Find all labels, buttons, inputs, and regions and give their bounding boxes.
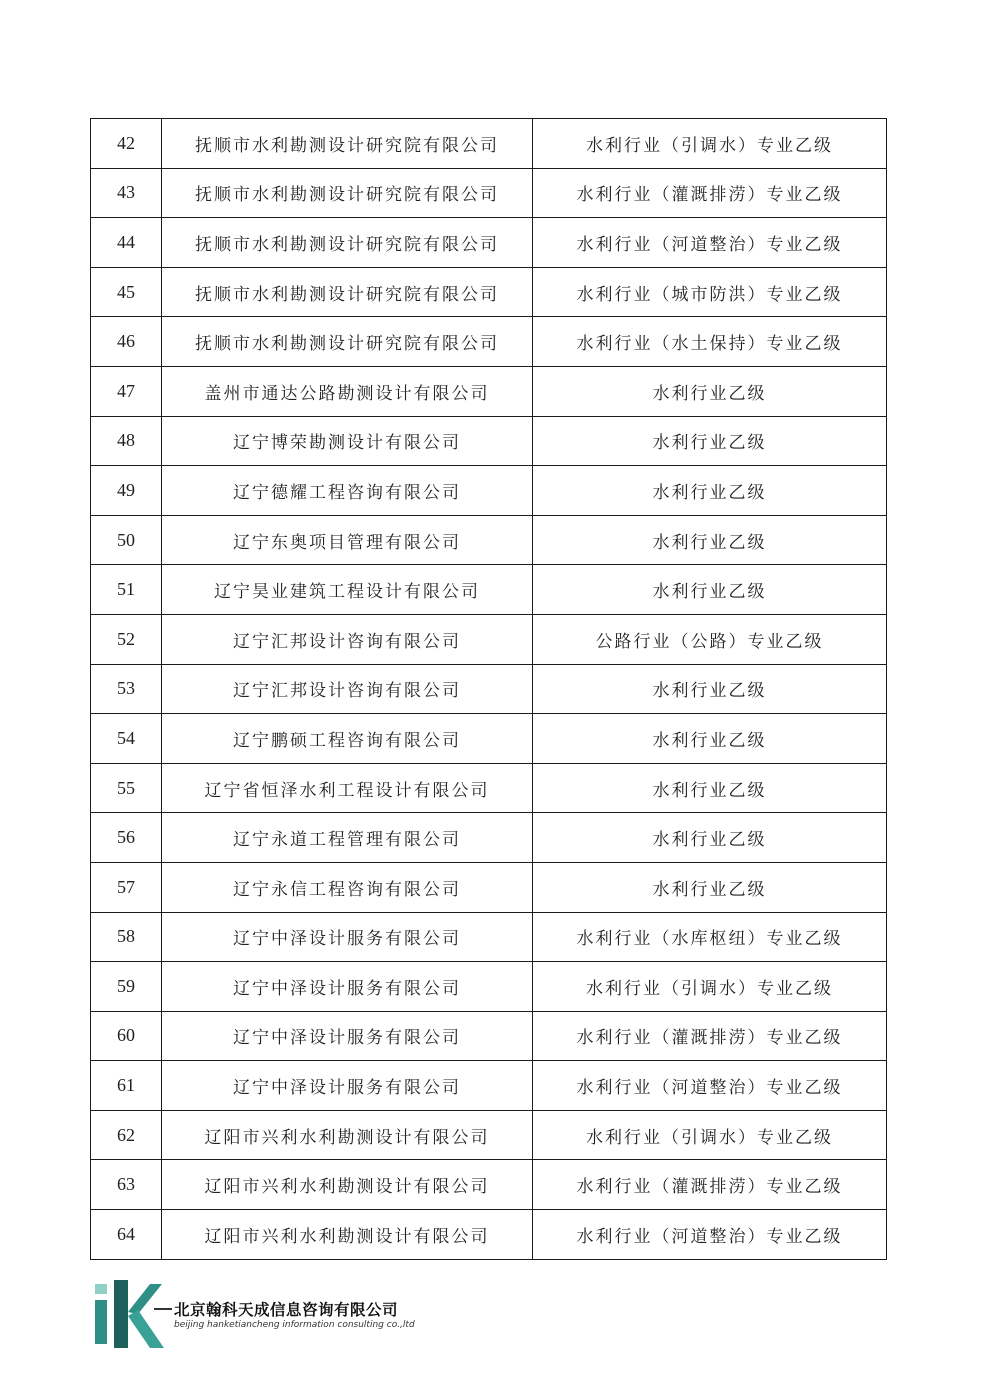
table-row: [91, 466, 887, 516]
qualification-level: 水利行业（灌溉排涝）专业乙级: [533, 1011, 887, 1061]
hk-logo-icon: [92, 1278, 172, 1350]
row-number: 45: [91, 267, 162, 317]
company-name: 盖州市通达公路勘测设计有限公司: [162, 366, 533, 416]
company-name: 辽阳市兴利水利勘测设计有限公司: [162, 1110, 533, 1160]
logo-divider-line: [154, 1308, 172, 1310]
qualification-level: 公路行业（公路）专业乙级: [533, 614, 887, 664]
qualification-level: 水利行业（水库枢纽）专业乙级: [533, 912, 887, 962]
row-number: 49: [91, 466, 162, 516]
table-row: [91, 1210, 887, 1260]
company-name: 辽宁博荣勘测设计有限公司: [162, 416, 533, 466]
table-row: [91, 416, 887, 466]
row-number: 44: [91, 218, 162, 268]
qualification-level: 水利行业乙级: [533, 813, 887, 863]
row-number: 52: [91, 614, 162, 664]
row-number: 48: [91, 416, 162, 466]
table-row: [91, 714, 887, 764]
qualification-level: 水利行业（城市防洪）专业乙级: [533, 267, 887, 317]
row-number: 61: [91, 1061, 162, 1111]
table-row: [91, 218, 887, 268]
qualification-level: 水利行业乙级: [533, 466, 887, 516]
table-row: [91, 1110, 887, 1160]
table-row: [91, 962, 887, 1012]
company-name: 辽阳市兴利水利勘测设计有限公司: [162, 1210, 533, 1260]
qualification-level: 水利行业乙级: [533, 515, 887, 565]
row-number: 55: [91, 763, 162, 813]
company-name: 辽宁德耀工程咨询有限公司: [162, 466, 533, 516]
row-number: 59: [91, 962, 162, 1012]
row-number: 58: [91, 912, 162, 962]
table-row: [91, 366, 887, 416]
company-name: 辽宁中泽设计服务有限公司: [162, 912, 533, 962]
company-name: 抚顺市水利勘测设计研究院有限公司: [162, 168, 533, 218]
company-name: 辽宁汇邦设计咨询有限公司: [162, 614, 533, 664]
qualification-level: 水利行业（水土保持）专业乙级: [533, 317, 887, 367]
table-row: [91, 267, 887, 317]
qualification-level: 水利行业乙级: [533, 565, 887, 615]
table-row: [91, 1160, 887, 1210]
row-number: 60: [91, 1011, 162, 1061]
qualification-level: 水利行业（引调水）专业乙级: [533, 1110, 887, 1160]
row-number: 46: [91, 317, 162, 367]
company-name: 辽宁昊业建筑工程设计有限公司: [162, 565, 533, 615]
company-name: 辽宁中泽设计服务有限公司: [162, 962, 533, 1012]
table-body: [91, 119, 887, 1260]
company-name: 辽宁永信工程咨询有限公司: [162, 862, 533, 912]
company-name: 辽宁鹏硕工程咨询有限公司: [162, 714, 533, 764]
row-number: 47: [91, 366, 162, 416]
table-row: [91, 119, 887, 169]
company-name: 辽宁东奥项目管理有限公司: [162, 515, 533, 565]
table-row: [91, 763, 887, 813]
qualification-level: 水利行业（灌溉排涝）专业乙级: [533, 1160, 887, 1210]
qualification-level: 水利行业（引调水）专业乙级: [533, 962, 887, 1012]
company-name: 辽宁中泽设计服务有限公司: [162, 1061, 533, 1111]
table-row: [91, 317, 887, 367]
company-name: 抚顺市水利勘测设计研究院有限公司: [162, 317, 533, 367]
qualification-table: [90, 118, 887, 1260]
qualification-level: 水利行业乙级: [533, 664, 887, 714]
qualification-level: 水利行业乙级: [533, 714, 887, 764]
table-row: [91, 1011, 887, 1061]
table-row: [91, 1061, 887, 1111]
row-number: 63: [91, 1160, 162, 1210]
table-row: [91, 912, 887, 962]
qualification-level: 水利行业（灌溉排涝）专业乙级: [533, 168, 887, 218]
qualification-level: 水利行业乙级: [533, 416, 887, 466]
company-name: 辽阳市兴利水利勘测设计有限公司: [162, 1160, 533, 1210]
qualification-level: 水利行业（河道整治）专业乙级: [533, 218, 887, 268]
company-name: 辽宁省恒泽水利工程设计有限公司: [162, 763, 533, 813]
row-number: 57: [91, 862, 162, 912]
row-number: 51: [91, 565, 162, 615]
table-row: [91, 813, 887, 863]
company-name: 抚顺市水利勘测设计研究院有限公司: [162, 267, 533, 317]
qualification-level: 水利行业乙级: [533, 862, 887, 912]
table-row: [91, 664, 887, 714]
company-name: 辽宁汇邦设计咨询有限公司: [162, 664, 533, 714]
qualification-level: 水利行业（河道整治）专业乙级: [533, 1210, 887, 1260]
row-number: 50: [91, 515, 162, 565]
company-name: 辽宁永道工程管理有限公司: [162, 813, 533, 863]
footer-company-name-cn: 北京翰科天成信息咨询有限公司: [174, 1301, 399, 1319]
row-number: 53: [91, 664, 162, 714]
footer-logo: [92, 1278, 437, 1350]
table-row: [91, 515, 887, 565]
row-number: 56: [91, 813, 162, 863]
qualification-level: 水利行业乙级: [533, 763, 887, 813]
table-row: [91, 168, 887, 218]
qualification-level: 水利行业（河道整治）专业乙级: [533, 1061, 887, 1111]
row-number: 64: [91, 1210, 162, 1260]
qualification-level: 水利行业（引调水）专业乙级: [533, 119, 887, 169]
row-number: 43: [91, 168, 162, 218]
table-row: [91, 565, 887, 615]
company-name: 抚顺市水利勘测设计研究院有限公司: [162, 218, 533, 268]
row-number: 42: [91, 119, 162, 169]
company-name: 辽宁中泽设计服务有限公司: [162, 1011, 533, 1061]
table-row: [91, 614, 887, 664]
table-row: [91, 862, 887, 912]
row-number: 54: [91, 714, 162, 764]
company-name: 抚顺市水利勘测设计研究院有限公司: [162, 119, 533, 169]
qualification-level: 水利行业乙级: [533, 366, 887, 416]
row-number: 62: [91, 1110, 162, 1160]
footer-company-name-en: beijing hanketiancheng information consulting co.,ltd: [174, 1320, 415, 1330]
